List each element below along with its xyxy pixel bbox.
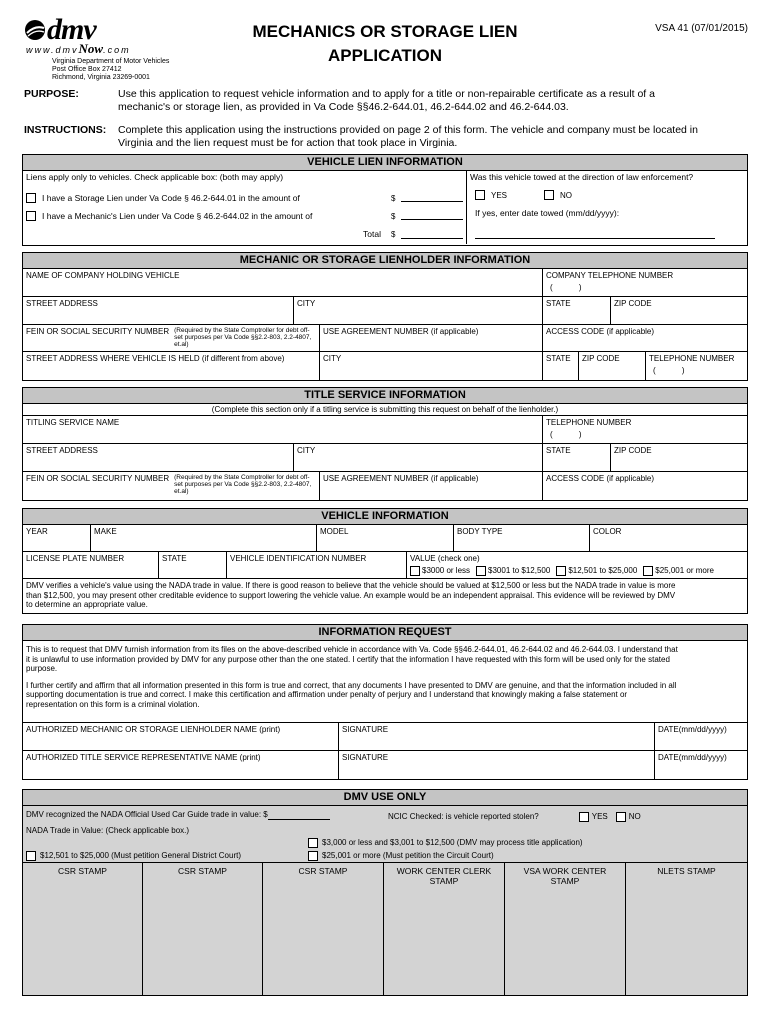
state-field[interactable]: STATE xyxy=(543,297,611,324)
mechanic-date-field[interactable]: DATE(mm/dd/yyyy) xyxy=(658,725,727,734)
nada-recognized-field[interactable]: DMV recognized the NADA Official Used Car Guide trade in value: $ xyxy=(23,806,385,824)
option-b: $12,501 to $25,000 (Must petition General District Court) xyxy=(23,849,305,862)
titling-use-agreement-field[interactable]: USE AGREEMENT NUMBER (if applicable) xyxy=(320,472,543,500)
value-25000-checkbox[interactable] xyxy=(556,566,566,576)
held-phone-field[interactable]: TELEPHONE NUMBER ( ) xyxy=(649,354,735,375)
towed-question: Was this vehicle towed at the direction of law enforcement? xyxy=(470,172,694,182)
held-zip-field[interactable]: ZIP CODE xyxy=(579,352,646,380)
information-request-heading: INFORMATION REQUEST xyxy=(23,625,747,641)
towed-yes-checkbox[interactable] xyxy=(475,190,485,200)
storage-lien-amount[interactable] xyxy=(401,192,463,202)
license-plate-field[interactable]: LICENSE PLATE NUMBER xyxy=(23,552,159,578)
use-agreement-field[interactable]: USE AGREEMENT NUMBER (if applicable) xyxy=(320,325,543,351)
color-field[interactable]: COLOR xyxy=(593,527,622,536)
title-service-section xyxy=(22,387,748,501)
titling-city-field[interactable]: CITY xyxy=(294,444,543,471)
vehicle-lien-section: VEHICLE LIEN INFORMATION Liens apply only to vehicles. Check applicable box: (both may apply) I have a Storage Lien under Va Code § 46.2-644.01 in the amount of $ I have a Mechanic's Lien under Va Code § 46.2-644.02 in the amount of $ Total $ Was this vehicle towed at the direction of law enforcement? YES NO If yes, enter date towed (mm/dd/yyyy): xyxy=(22,154,748,246)
plate-state-field[interactable]: STATE xyxy=(159,552,227,578)
fein-field[interactable]: FEIN OR SOCIAL SECURITY NUMBER (Required by the State Comptroller for debt off-set purposes per Va Code §§2.2-803, 2.2-4807, et.al) xyxy=(23,325,320,351)
date-towed-input[interactable] xyxy=(475,229,715,239)
mechanic-name-field[interactable]: AUTHORIZED MECHANIC OR STORAGE LIENHOLDER NAME (print) xyxy=(23,723,339,750)
titling-state-field[interactable]: STATE xyxy=(543,444,611,471)
value-field: VALUE (check one) $3000 or less $3001 to $12,500 $12,501 to $25,000 $25,001 or more xyxy=(410,554,714,575)
vehicle-lien-heading: VEHICLE LIEN INFORMATION xyxy=(23,155,747,171)
vehicle-info-heading: VEHICLE INFORMATION xyxy=(23,509,747,525)
title-rep-signature-field[interactable]: SIGNATURE xyxy=(339,751,655,779)
zip-field[interactable]: ZIP CODE xyxy=(614,299,652,308)
csr-stamp-3: CSR STAMP xyxy=(263,863,384,995)
csr-stamp-1: CSR STAMP xyxy=(23,863,143,995)
vin-field[interactable]: VEHICLE IDENTIFICATION NUMBER xyxy=(227,552,407,578)
form-title: MECHANICS OR STORAGE LIEN APPLICATION xyxy=(252,22,518,65)
title-service-heading: TITLE SERVICE INFORMATION xyxy=(23,388,747,404)
towed-no-checkbox[interactable] xyxy=(544,190,554,200)
ncic-check: NCIC Checked: is vehicle reported stolen? YES NO xyxy=(388,811,641,821)
work-center-clerk-stamp: WORK CENTER CLERK STAMP xyxy=(384,863,505,995)
held-city-field[interactable]: CITY xyxy=(320,352,543,380)
mechanics-lien-amount[interactable] xyxy=(401,210,463,220)
purpose-block: PURPOSE: Use this application to request vehicle information and to apply for a title or non-repairable certificate as a result of a mechanic's or storage lien, as provided in Va Code §§46.2-644.01, 46.2-644.02 and 46.2-644.03. xyxy=(24,88,655,113)
option-b-checkbox[interactable] xyxy=(26,851,36,861)
titling-access-code-field[interactable]: ACCESS CODE (if applicable) xyxy=(546,474,655,483)
option-a: $3,000 or less and $3,001 to $12,500 (DMV may process title application) xyxy=(305,836,747,849)
nada-trade-label: NADA Trade in Value: (Check applicable box.) xyxy=(26,826,190,835)
mechanic-signature-field[interactable]: SIGNATURE xyxy=(339,723,655,750)
certification-text: This is to request that DMV furnish information from its files on the above-described vehicle in accordance with Va. Code §§46.2-644.01, 46.2-644.02 and 46.2-644.03. I understand that it is unlawful to use information provided by DMV for any purpose other than the one stated. I certify that the information I have requested with this form will be used only for the stated purpose. I further certify and affirm that all information presented in this form is true and correct, that any documents I have presented to DMV are genuine, and that the information included in all supporting documentation is true and correct. I make this certification and affirmation under penalty of perjury and I understand that knowingly making a false statement or representation on this form is a criminal violation. xyxy=(26,645,678,709)
dmv-logo xyxy=(24,13,224,82)
title-service-note: (Complete this section only if a titling service is submitting this request on behalf of the lienholder.) xyxy=(211,405,559,414)
held-state-field[interactable]: STATE xyxy=(543,352,579,380)
body-type-field[interactable]: BODY TYPE xyxy=(454,525,590,551)
held-address-field[interactable]: STREET ADDRESS WHERE VEHICLE IS HELD (if different from above) xyxy=(23,352,320,380)
storage-lien-checkbox[interactable] xyxy=(26,193,36,203)
access-code-field[interactable]: ACCESS CODE (if applicable) xyxy=(546,327,655,336)
option-c-checkbox[interactable] xyxy=(308,851,318,861)
lien-intro: Liens apply only to vehicles. Check applicable box: (both may apply) xyxy=(26,172,284,182)
company-name-field[interactable]: NAME OF COMPANY HOLDING VEHICLE xyxy=(23,269,543,296)
dmv-swoosh-icon xyxy=(24,19,46,41)
date-towed-label: If yes, enter date towed (mm/dd/yyyy): xyxy=(475,208,620,218)
value-12500-checkbox[interactable] xyxy=(476,566,486,576)
dmv-use-heading: DMV USE ONLY xyxy=(23,790,747,806)
titling-phone-field[interactable]: TELEPHONE NUMBER ( ) xyxy=(546,418,632,439)
value-3000-checkbox[interactable] xyxy=(410,566,420,576)
form-number: VSA 41 (07/01/2015) xyxy=(655,23,748,34)
logo-wordmark: dmv xyxy=(47,13,96,46)
titling-service-name-field[interactable]: TITLING SERVICE NAME xyxy=(23,416,543,443)
city-field[interactable]: CITY xyxy=(294,297,543,324)
purpose-label: PURPOSE: xyxy=(24,88,79,100)
vsa-work-center-stamp: VSA WORK CENTER STAMP xyxy=(505,863,626,995)
nlets-stamp: NLETS STAMP xyxy=(657,866,716,876)
instructions-block: INSTRUCTIONS: Complete this application using the instructions provided on page 2 of this form. The vehicle and company must be located in Virginia and the lien request must be for action that took place in Virginia. xyxy=(24,124,698,149)
vehicle-info-section xyxy=(22,508,748,614)
total-amount[interactable] xyxy=(401,228,463,239)
option-c: $25,001 or more (Must petition the Circuit Court) xyxy=(305,849,747,862)
mechanics-lien-label: I have a Mechanic's Lien under Va Code § 46.2-644.02 in the amount of xyxy=(42,211,313,221)
stolen-yes-checkbox[interactable] xyxy=(579,812,589,822)
title-rep-name-field[interactable]: AUTHORIZED TITLE SERVICE REPRESENTATIVE NAME (print) xyxy=(23,751,339,779)
make-field[interactable]: MAKE xyxy=(91,525,317,551)
lienholder-heading: MECHANIC OR STORAGE LIENHOLDER INFORMATION xyxy=(23,253,747,269)
nada-note: DMV verifies a vehicle's value using the NADA trade in value. If there is good reason to believe that the vehicle should be valued at $12,500 or less but the NADA trade in value is more than $12,500, you may present other creditable evidence to support lowering the vehicle value. An example would be an independent appraisal. This evidence will be reviewed by DMV to determine an appropriate value. xyxy=(26,581,676,609)
instructions-label: INSTRUCTIONS: xyxy=(24,124,107,136)
option-a-checkbox[interactable] xyxy=(308,838,318,848)
value-25001-checkbox[interactable] xyxy=(643,566,653,576)
storage-lien-label: I have a Storage Lien under Va Code § 46.2-644.01 in the amount of xyxy=(42,193,300,203)
titling-zip-field[interactable]: ZIP CODE xyxy=(614,446,652,455)
titling-fein-field[interactable]: FEIN OR SOCIAL SECURITY NUMBER (Required by the State Comptroller for debt off-set purposes per Va Code §§2.2-803, 2.2-4807, et.al) xyxy=(23,472,320,500)
titling-street-field[interactable]: STREET ADDRESS xyxy=(23,444,294,471)
street-address-field[interactable]: STREET ADDRESS xyxy=(23,297,294,324)
total-label: Total xyxy=(363,229,381,239)
year-field[interactable]: YEAR xyxy=(23,525,91,551)
fein-note: (Required by the State Comptroller for debt off-set purposes per Va Code §§2.2-803, 2.2-4807, et.al) xyxy=(174,327,312,348)
title-rep-date-field[interactable]: DATE(mm/dd/yyyy) xyxy=(658,753,727,762)
information-request-section xyxy=(22,624,748,780)
model-field[interactable]: MODEL xyxy=(317,525,454,551)
agency-address: Virginia Department of Motor Vehicles Post Office Box 27412 Richmond, Virginia 23269-0001 xyxy=(52,58,170,81)
csr-stamp-2: CSR STAMP xyxy=(143,863,263,995)
lienholder-section xyxy=(22,252,748,381)
dmv-use-section xyxy=(22,789,748,996)
logo-url: www.dmvNow.com xyxy=(26,41,131,56)
stolen-no-checkbox[interactable] xyxy=(616,812,626,822)
mechanics-lien-checkbox[interactable] xyxy=(26,211,36,221)
company-phone-field[interactable]: COMPANY TELEPHONE NUMBER ( ) xyxy=(546,271,674,292)
